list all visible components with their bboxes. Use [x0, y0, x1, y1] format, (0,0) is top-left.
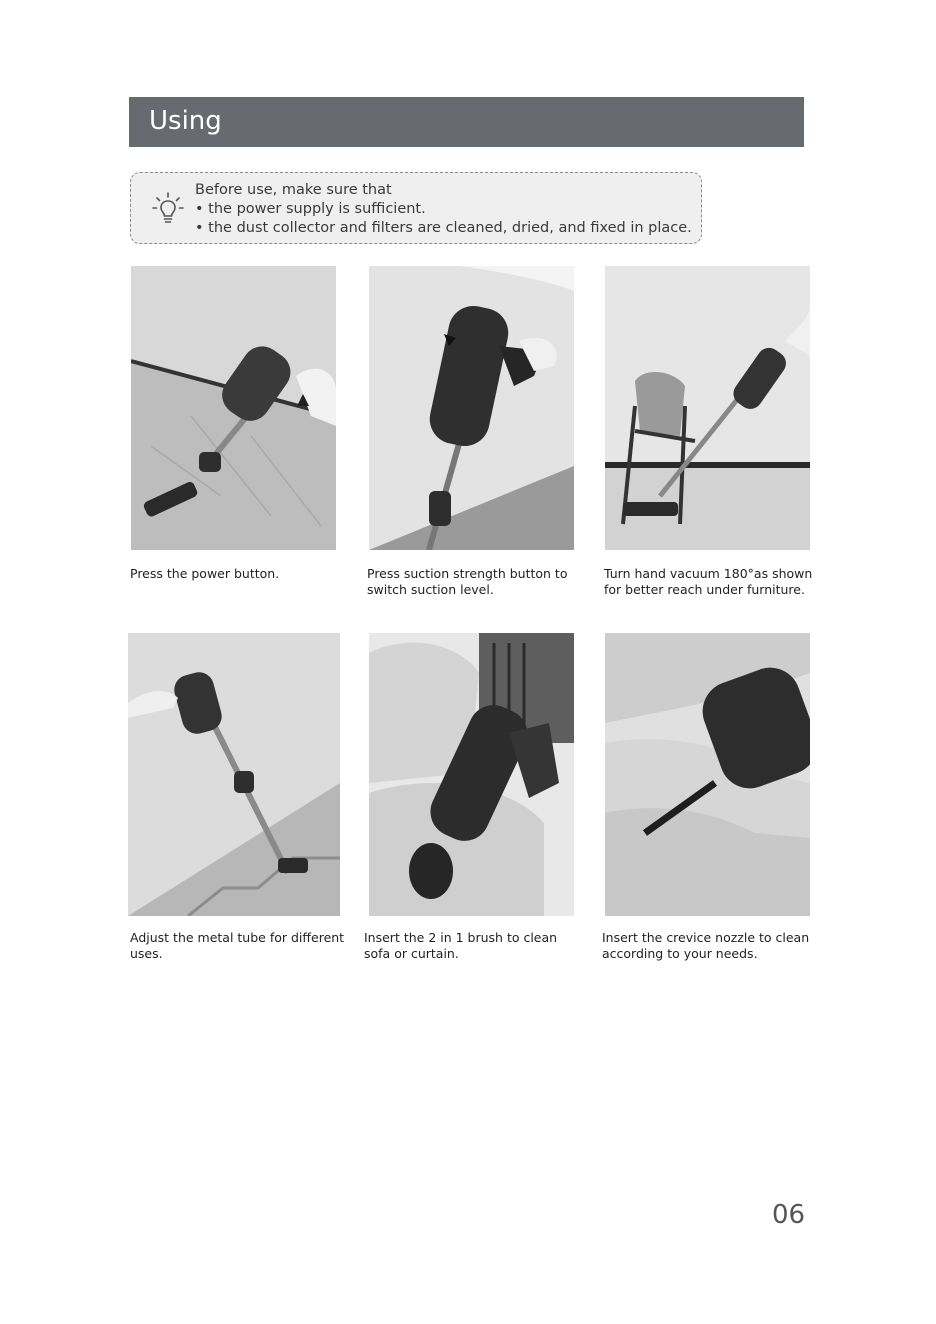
tip-line: • the power supply is sufficient. [195, 201, 426, 217]
section-header-bar [129, 97, 804, 147]
tip-text [195, 181, 692, 238]
photo-press-power-button [131, 266, 336, 550]
caption-turn-hand-vacuum: Turn hand vacuum 180°as shown for better reach under furniture. [604, 566, 813, 597]
caption-suction-strength-button: Press suction strength button to switch suction level. [367, 566, 568, 597]
caption-press-power-button: Press the power button. [130, 566, 280, 581]
page-number: 06 [772, 1200, 806, 1230]
caption-2-in-1-brush: Insert the 2 in 1 brush to clean sofa or curtain. [364, 930, 558, 961]
photo-adjust-metal-tube [128, 633, 340, 916]
photo-crevice-nozzle [605, 633, 810, 916]
caption-crevice-nozzle: Insert the crevice nozzle to clean according to your needs. [602, 930, 810, 961]
photo-suction-strength-button [369, 266, 574, 550]
tip-box [130, 172, 702, 244]
caption-adjust-metal-tube: Adjust the metal tube for different uses. [130, 930, 345, 961]
photo-2-in-1-brush [369, 633, 574, 916]
tip-line: • the dust collector and filters are cleaned, dried, and fixed in place. [195, 220, 692, 236]
photo-turn-hand-vacuum [605, 266, 810, 550]
tip-line: Before use, make sure that [195, 182, 392, 198]
section-title: Using [149, 106, 222, 136]
lightbulb-icon [151, 191, 185, 227]
